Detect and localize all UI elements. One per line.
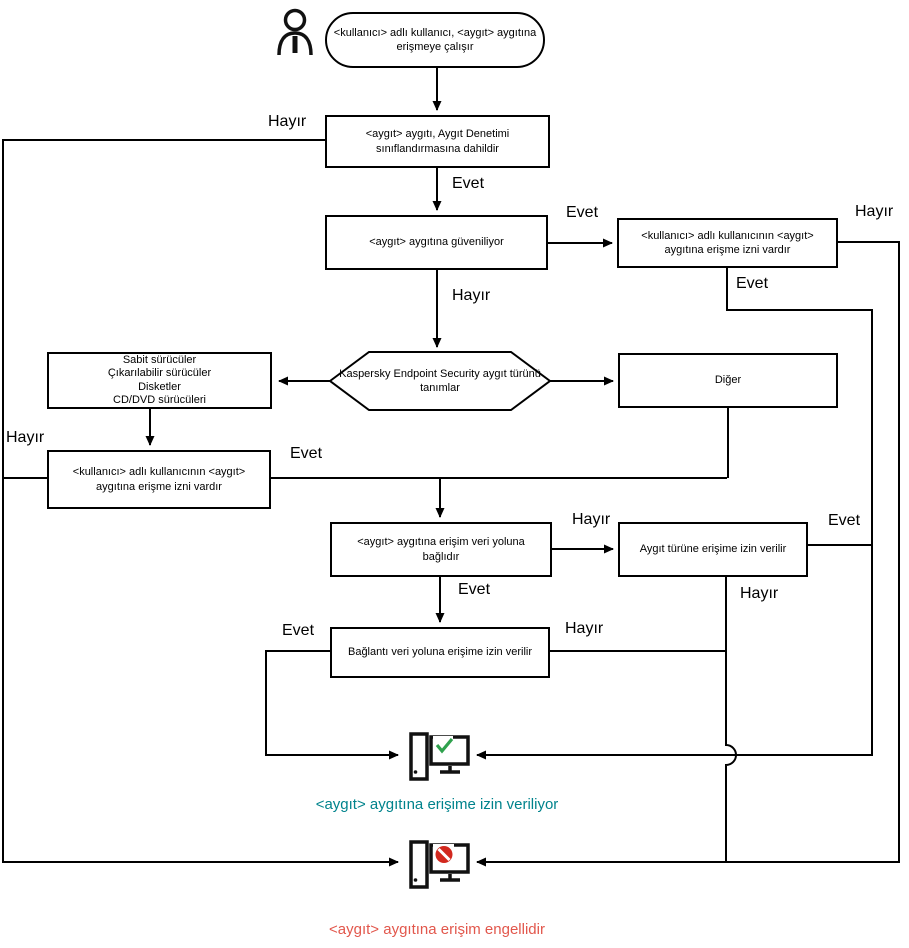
edge-label-yes-classification: Evet [452, 175, 485, 192]
node-other [618, 353, 838, 408]
node-access-right-left-label: <kullanıcı> adlı kullanıcının <aygıt> aygıtına erişme izni vardır [72, 466, 246, 493]
node-bus-allowed [330, 627, 550, 678]
edge-label-yes-bus-dependent: Evet [458, 581, 491, 598]
node-classification-label: <aygıt> aygıtı, Aygıt Denetimi sınıflandırmasına dahildir [365, 128, 510, 155]
edge-label-yes-trusted: Evet [566, 204, 599, 221]
device-allowed-icon [411, 734, 468, 779]
edge-label-yes-type-allowed: Evet [828, 512, 861, 529]
node-bus-dependent [330, 522, 552, 577]
blocked-caption: <aygıt> aygıtına erişim engellidir [329, 921, 545, 938]
node-drive-types [47, 352, 272, 409]
edge-label-no-trusted: Hayır [452, 287, 491, 304]
node-start [325, 12, 545, 68]
edge-label-yes-access-top: Evet [736, 275, 769, 292]
node-other-label: Diğer [714, 374, 742, 387]
edge-access-top-yes-to-allowed [477, 268, 872, 755]
node-access-right-left [47, 450, 271, 509]
node-access-right-top-label: <kullanıcı> adlı kullanıcının <aygıt> aygıtına erişme izni vardır [641, 229, 814, 256]
node-access-right-top [617, 218, 838, 268]
node-trusted-label: <aygıt> aygıtına güveniliyor [369, 236, 504, 249]
drive-type-item: Disketler [138, 380, 181, 393]
edge-label-no-classification: Hayır [268, 113, 307, 130]
node-bus-allowed-label: Bağlantı veri yoluna erişime izin verilir [347, 646, 532, 659]
node-detect-type [337, 352, 543, 410]
device-blocked-icon [411, 842, 468, 887]
edge-label-no-access-top: Hayır [855, 203, 894, 220]
allowed-caption: <aygıt> aygıtına erişime izin veriliyor [315, 796, 559, 813]
drive-type-item: Sabit sürücüler [122, 353, 197, 366]
node-classification [325, 115, 550, 168]
drive-type-item: CD/DVD sürücüleri [113, 393, 206, 406]
drive-type-item: Çıkarılabilir sürücüler [107, 367, 212, 380]
node-trusted [325, 215, 548, 270]
edge-label-no-bus-allowed: Hayır [565, 620, 604, 637]
node-detect-type-label: Kaspersky Endpoint Security aygıt türünü tanımlar [339, 367, 541, 394]
edge-label-no-access-left: Hayır [6, 429, 45, 446]
node-bus-dependent-label: <aygıt> aygıtına erişim veri yoluna bağlıdır [357, 536, 525, 563]
edge-label-yes-access-left: Evet [290, 445, 323, 462]
edge-type-allowed-no-to-blocked [726, 577, 736, 862]
edge-label-no-type-allowed: Hayır [740, 585, 779, 602]
node-start-label: <kullanıcı> adlı kullanıcı, <aygıt> aygıtına erişmeye çalışır [333, 26, 537, 53]
user-icon [279, 11, 311, 56]
node-type-allowed [618, 522, 808, 577]
node-type-allowed-label: Aygıt türüne erişime izin verilir [639, 543, 787, 556]
edge-label-yes-bus-allowed: Evet [282, 622, 315, 639]
edge-label-no-bus-dependent: Hayır [572, 511, 611, 528]
